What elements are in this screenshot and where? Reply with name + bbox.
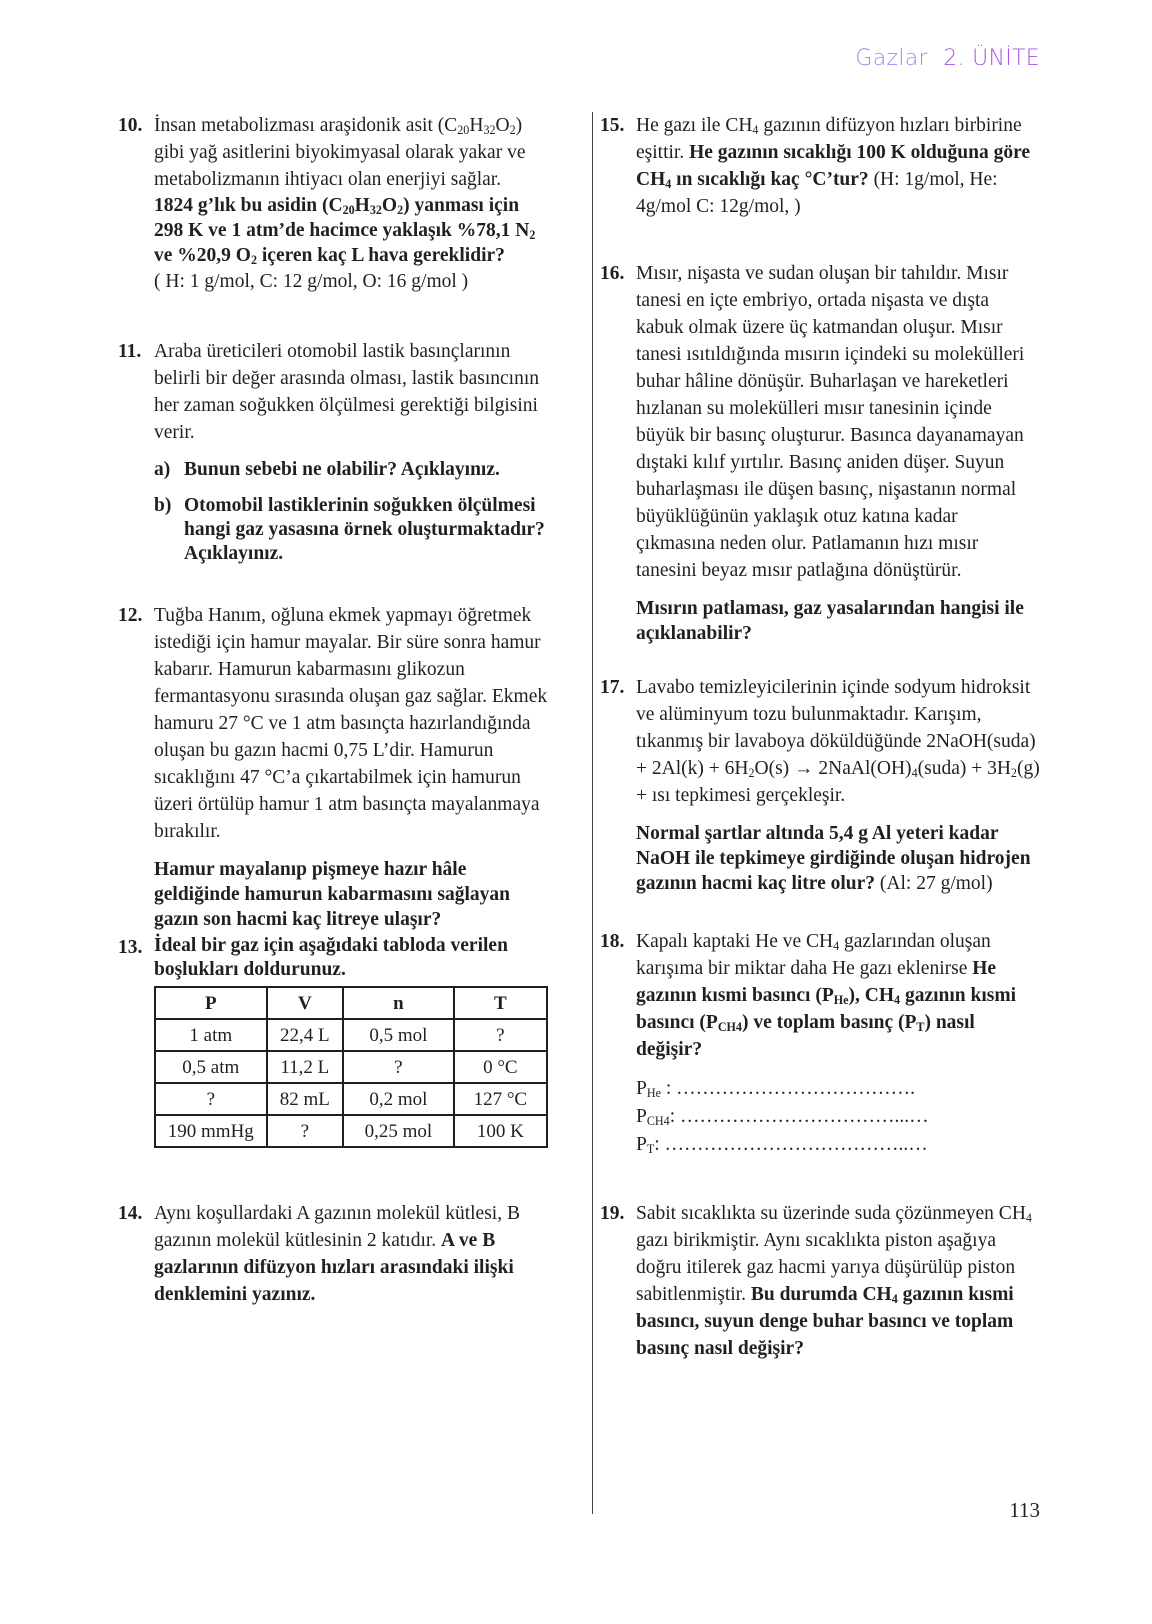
table-row: 0,5 atm 11,2 L ? 0 °C	[155, 1051, 547, 1083]
question-13	[118, 934, 548, 1148]
question-number: 18.	[600, 931, 625, 952]
question-number: 15.	[600, 115, 625, 136]
question-11	[118, 338, 548, 566]
question-number: 16.	[600, 263, 625, 284]
answer-blanks	[636, 1075, 1040, 1159]
question-text: Aynı koşullardaki A gazının molekül kütlesi, B gazının molekül kütlesinin 2 katıdır. A ve B gazlarının difüzyon hızları arasındaki ilişki denklemini yazınız.	[154, 1203, 520, 1305]
molar-masses: ( H: 1 g/mol, C: 12 g/mol, O: 16 g/mol )	[154, 271, 469, 292]
question-text: Sabit sıcaklıkta su üzerinde suda çözünmeyen CH4 gazı birikmiştir. Aynı sıcaklıkta piston aşağıya doğru itilerek gaz hacmi yarıya düşürülüp piston sabitlenmiştir. Bu durumda CH4 gazının kısmi basıncı, suyun denge buhar basıncı ve toplam basınç nasıl değişir?	[636, 1203, 1032, 1359]
question-prompt: İdeal bir gaz için aşağıdaki tabloda verilen boşlukları doldurunuz.	[154, 935, 508, 980]
table-row: 190 mmHg ? 0,25 mol 100 K	[155, 1115, 547, 1147]
table-row: ? 82 mL 0,2 mol 127 °C	[155, 1083, 547, 1115]
question-number: 19.	[600, 1203, 625, 1224]
question-17	[600, 674, 1040, 896]
question-number: 17.	[600, 677, 625, 698]
table-row: 1 atm 22,4 L 0,5 mol ?	[155, 1019, 547, 1051]
page-header	[855, 46, 1040, 71]
unit-number: 2. ÜNİTE	[943, 46, 1040, 71]
question-number: 13.	[118, 937, 143, 958]
question-14	[118, 1200, 548, 1308]
question-prompt: Mısırın patlaması, gaz yasalarından hangisi ile açıklanabilir?	[636, 598, 1024, 644]
question-16	[600, 260, 1040, 646]
question-text: He gazı ile CH4 gazının difüzyon hızları birbirine eşittir. He gazının sıcaklığı 100 K olduğuna göre CH4 ın sıcaklığı kaç °C’tur? (H: 1g/mol, He: 4g/mol C: 12g/mol, )	[636, 115, 1031, 217]
unit-name: Gazlar	[855, 46, 928, 71]
question-prompt: Normal şartlar altında 5,4 g Al yeteri kadar NaOH ile tepkimeye girdiğinde oluşan hidrojen gazının hacmi kaç litre olur? (Al: 27 g/mol)	[636, 823, 1031, 894]
question-text: Araba üreticileri otomobil lastik basınçlarının belirli bir değer arasında olması, lastik basıncının her zaman soğukken ölçülmesi gerektiği bilgisini verir.	[154, 341, 540, 443]
question-18	[600, 928, 1040, 1159]
question-number: 10.	[118, 115, 143, 136]
answer-blank-p-he[interactable]: PHe : ……………………………….	[636, 1078, 915, 1101]
question-19	[600, 1200, 1040, 1362]
page-number: 113	[1009, 1498, 1040, 1522]
question-15	[600, 112, 1040, 220]
question-12	[118, 602, 548, 932]
sub-question-b: b) Otomobil lastiklerinin soğukken ölçülmesi hangi gaz yasasına örnek oluşturmaktadır? Açıklayınız.	[154, 495, 545, 564]
question-number: 12.	[118, 605, 143, 626]
sub-question-a: a) Bunun sebebi ne olabilir? Açıklayınız.	[154, 459, 500, 480]
question-number: 14.	[118, 1203, 143, 1224]
question-text: Mısır, nişasta ve sudan oluşan bir tahıldır. Mısır tanesi en içte embriyo, ortada nişasta ve dışta kabuk olmak üzere üç katmandan oluşur. Mısır tanesi ısıtıldığında mısırın içindeki su molekülleri buhar hâline dönüşür. Buharlaşan ve hareketleri hızlanan su molekülleri mısır tanesinin içinde büyük bir basınç oluşturur. Basınca dayanamayan dıştaki kılıf yırtılır. Basınç aniden düşer. Suyun buharlaşması ile düşen basınç, nişastanın normal büyüklüğünün yaklaşık otuz katına kadar çıkmasına neden olur. Patlamanın hızı mısır tanesini beyaz mısır patlağına dönüştürür.	[636, 263, 1025, 581]
question-text: İnsan metabolizması araşidonik asit (C20H32O2) gibi yağ asitlerini biyokimyasal olarak yakar ve metabolizmanın ihtiyacı olan enerjiyi sağlar.	[154, 115, 526, 190]
question-text: Kapalı kaptaki He ve CH4 gazlarından oluşan karışıma bir miktar daha He gazı eklenirse He gazının kısmi basıncı (PHe), CH4 gazının kısmi basıncı (PCH4) ve toplam basınç (PT) nasıl değişir?	[636, 931, 1017, 1060]
answer-blank-p-t[interactable]: PT: ………………………………..…	[636, 1134, 928, 1157]
question-prompt: Hamur mayalanıp pişmeye hazır hâle geldiğinde hamurun kabarmasını sağlayan gazın son hacmi kaç litreye ulaşır?	[154, 859, 510, 930]
table-header-row: P V n T	[155, 987, 547, 1019]
answer-blank-p-ch4[interactable]: PCH4: ……………………………...…	[636, 1106, 929, 1129]
column-divider	[592, 112, 593, 1514]
question-10	[118, 112, 548, 295]
ideal-gas-table	[154, 986, 548, 1148]
question-prompt: 1824 g’lık bu asidin (C20H32O2) yanması için 298 K ve 1 atm’de hacimce yaklaşık %78,1 N2 ve %20,9 O2 içeren kaç L hava gereklidir?	[154, 195, 536, 268]
question-text: Lavabo temizleyicilerinin içinde sodyum hidroksit ve alüminyum tozu bulunmaktadır. Karışım, tıkanmış bir lavaboya döküldüğünde 2NaOH(suda) + 2Al(k) + 6H2O(s) → 2NaAl(OH)4(suda) + 3H2(g) + ısı tepkimesi gerçekleşir.	[636, 677, 1040, 806]
question-number: 11.	[118, 341, 142, 362]
question-text: Tuğba Hanım, oğluna ekmek yapmayı öğretmek istediği için hamur mayalar. Bir süre sonra hamur kabarır. Hamurun kabarmasını glikozun fermantasyonu sırasında oluşan gaz sağlar. Ekmek hamuru 27 °C ve 1 atm basınçta hazırlandığında oluşan bu gazın hacmi 0,75 L’dir. Hamurun sıcaklığını 47 °C’a çıkartabilmek için hamurun üzeri örtülüp hamur 1 atm basınçta mayalanmaya bırakılır.	[154, 605, 548, 842]
